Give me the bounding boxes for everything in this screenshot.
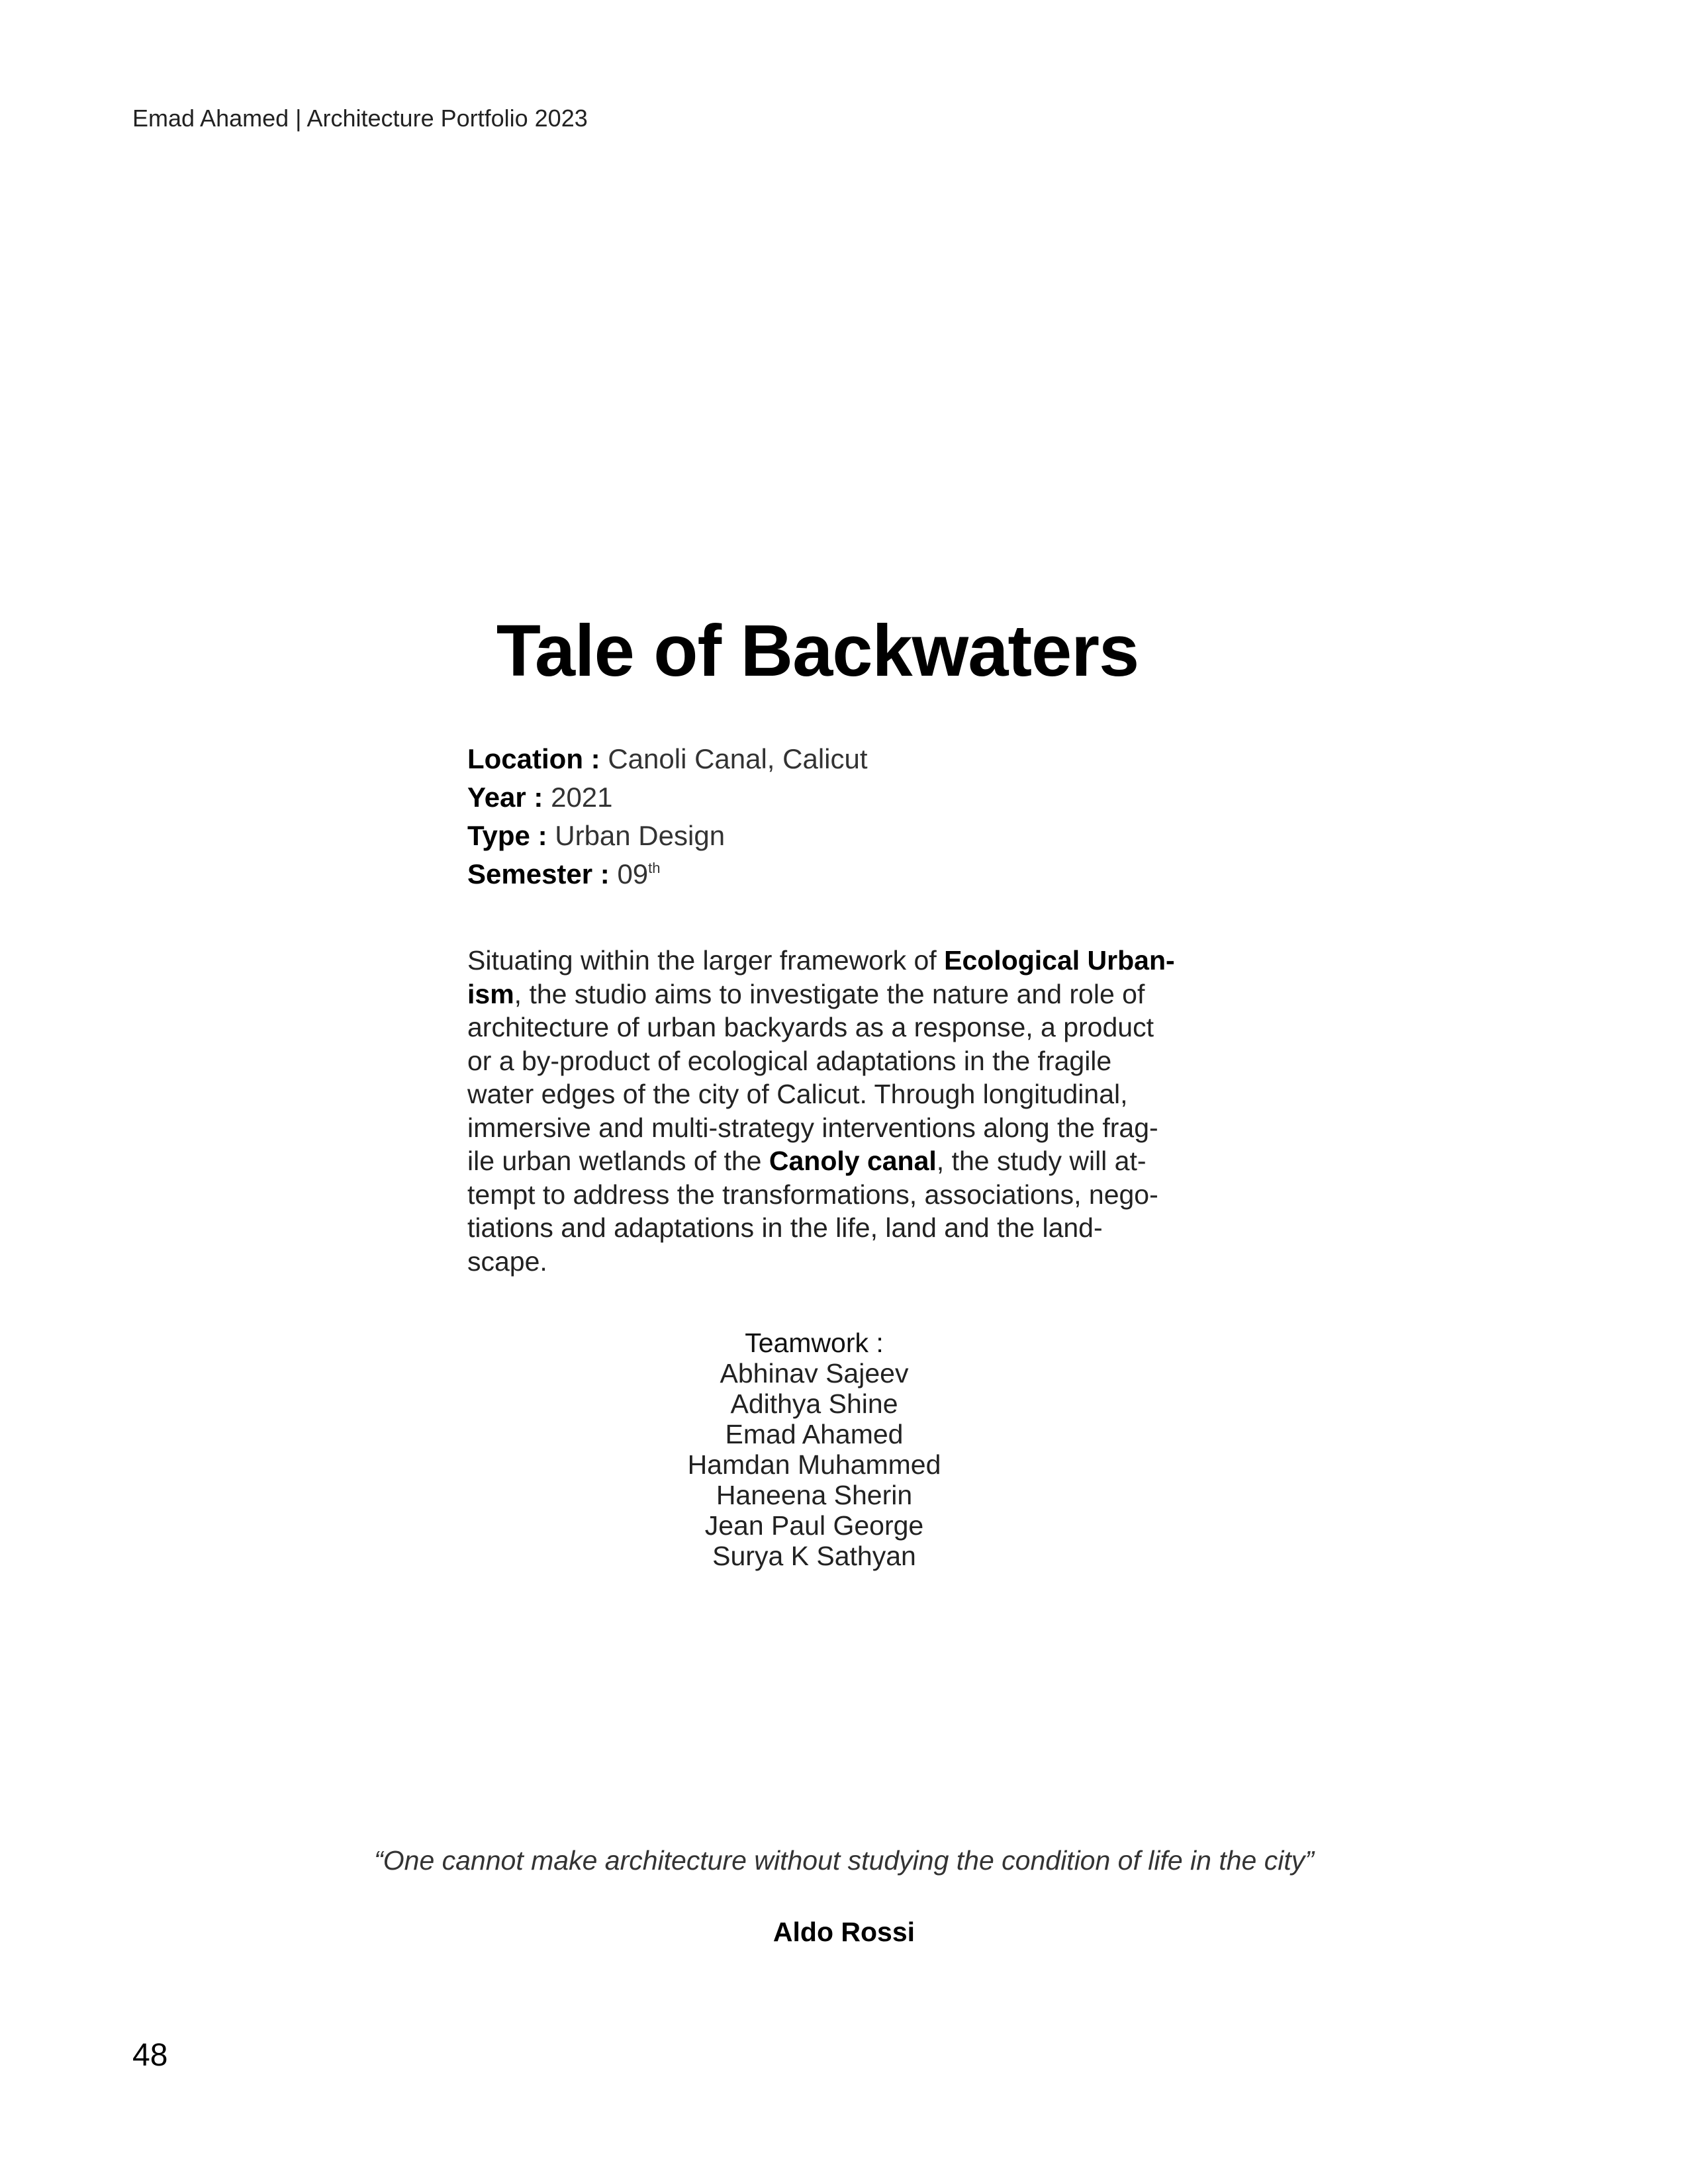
description-text: architecture of urban backyards as a response, a product: [467, 1012, 1154, 1042]
description-emphasis: ism: [467, 978, 514, 1009]
description-emphasis: Canoly canal: [769, 1146, 937, 1176]
description-line: [467, 1178, 1209, 1212]
description-line: [467, 1011, 1209, 1044]
page-number: 48: [132, 2038, 168, 2073]
description-line: [467, 1111, 1209, 1145]
description-text: , the studio aims to investigate the nature and role of: [514, 978, 1145, 1009]
description-emphasis: Ecological Urban-: [944, 945, 1175, 976]
meta-value: [617, 858, 660, 889]
meta-key: Year :: [467, 782, 543, 813]
team-member: Adithya Shine: [730, 1388, 898, 1419]
meta-key: Semester :: [467, 858, 610, 889]
meta-value: Canoli Canal, Calicut: [608, 743, 868, 774]
team-credits: [596, 1328, 1033, 1571]
team-label: Teamwork :: [745, 1328, 884, 1358]
team-member: Jean Paul George: [704, 1510, 924, 1541]
running-header: Emad Ahamed | Architecture Portfolio 2023: [132, 105, 588, 132]
quote-author: Aldo Rossi: [773, 1917, 915, 1947]
description-text: or a by-product of ecological adaptations in the fragile: [467, 1045, 1112, 1076]
quote-text: “One cannot make architecture without studying the condition of life in the city”: [374, 1845, 1314, 1876]
description-text: immersive and multi-strategy interventions along the frag-: [467, 1112, 1158, 1143]
description-text: , the study will at-: [936, 1146, 1147, 1176]
description-line: [467, 1044, 1209, 1078]
description-text: scape.: [467, 1246, 547, 1277]
project-title: Tale of Backwaters: [496, 610, 1139, 692]
description-line: [467, 978, 1209, 1011]
description-text: tempt to address the transformations, associations, nego-: [467, 1179, 1158, 1210]
meta-value: 2021: [551, 782, 613, 813]
description-text: water edges of the city of Calicut. Through longitudinal,: [467, 1079, 1128, 1109]
team-member: Hamdan Muhammed: [687, 1449, 941, 1480]
description-text: tiations and adaptations in the life, land and the land-: [467, 1212, 1103, 1243]
semester-number: 09: [617, 858, 649, 889]
description-text: ile urban wetlands of the: [467, 1146, 769, 1176]
project-description: [467, 944, 1209, 1278]
team-member: Surya K Sathyan: [712, 1541, 916, 1571]
meta-semester: [467, 855, 1196, 893]
semester-suffix: th: [648, 860, 661, 876]
meta-key: Location :: [467, 743, 600, 774]
meta-year: [467, 778, 1196, 817]
description-line: [467, 1144, 1209, 1178]
meta-location: [467, 740, 1196, 778]
team-member: Haneena Sherin: [716, 1480, 913, 1510]
meta-value: Urban Design: [555, 820, 726, 851]
description-text: Situating within the larger framework of: [467, 945, 945, 976]
project-meta: [467, 740, 1196, 893]
meta-type: [467, 817, 1196, 855]
description-line: [467, 1211, 1209, 1245]
team-member: Emad Ahamed: [725, 1419, 904, 1449]
meta-key: Type :: [467, 820, 547, 851]
description-line: [467, 1077, 1209, 1111]
description-line: [467, 1245, 1209, 1279]
team-member: Abhinav Sajeev: [720, 1358, 909, 1388]
description-line: [467, 944, 1209, 978]
